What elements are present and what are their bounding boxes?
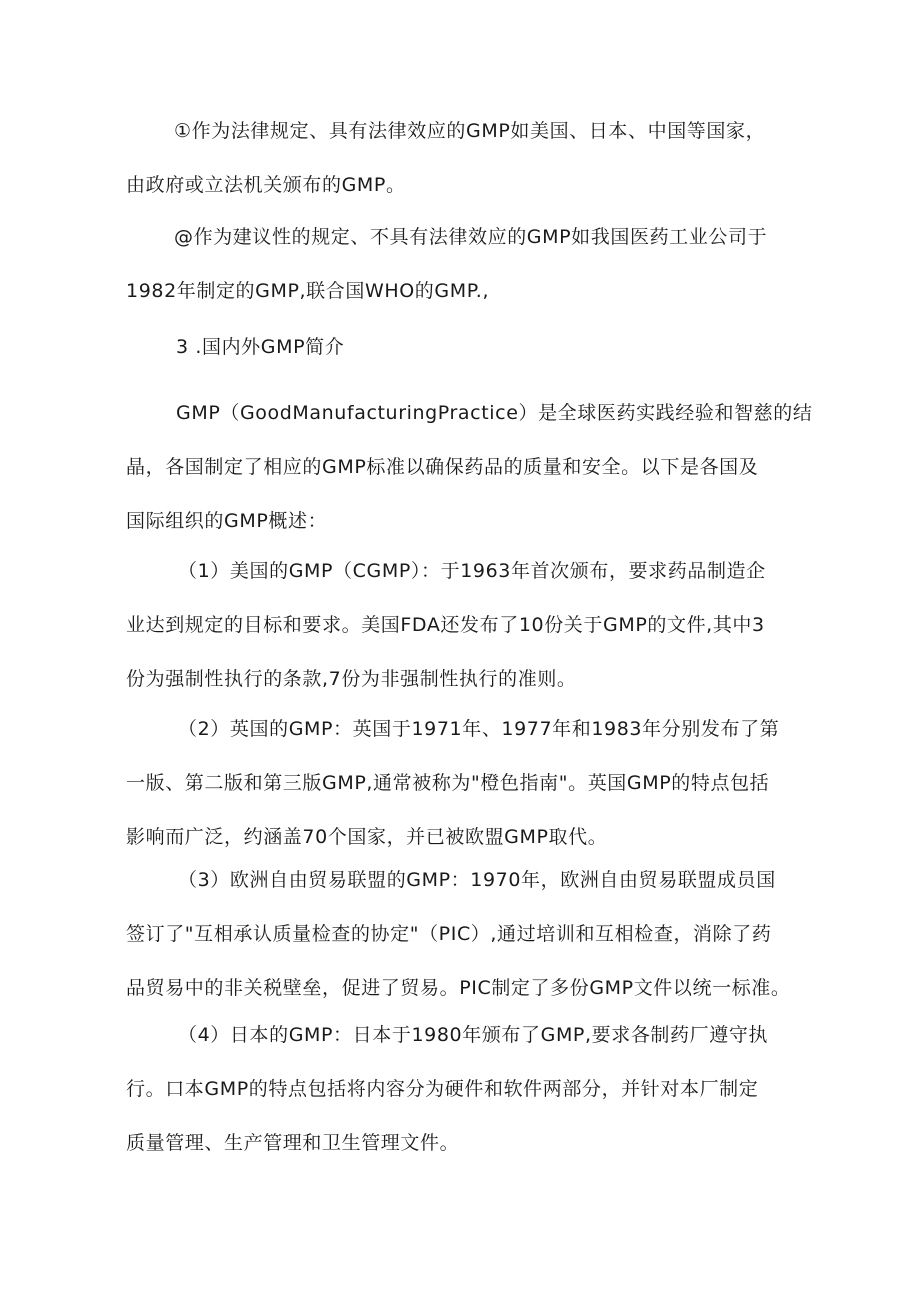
paragraph-efta-gmp (126, 853, 796, 1015)
text-line: GMP（GoodManufacturingPractice）是全球医药实践经验和智慈的结 (176, 402, 813, 424)
text-line: （3）欧洲自由贸易联盟的GMP：1970年，欧洲自由贸易联盟成员国 (178, 869, 776, 891)
text-line: 行。口本GMP的特点包括将内容分为硬件和软件两部分，并针对本厂制定 (126, 1078, 759, 1100)
paragraph-us-gmp (126, 544, 796, 706)
text-line: （2）英国的GMP：英国于1971年、1977年和1983年分别发布了第 (178, 718, 780, 740)
paragraph-gmp-intro (126, 386, 813, 548)
text-line: 由政府或立法机关颁布的GMP。 (126, 174, 406, 196)
section-heading-gmp-overview (126, 320, 796, 374)
text-line: （1）美国的GMP（CGMP）：于1963年首次颁布，要求药品制造企 (178, 560, 766, 582)
text-line: 一版、第二版和第三版GMP,通常被称为"橙色指南"。英国GMP的特点包括 (126, 772, 770, 794)
text-line: （4）日本的GMP：日本于1980年颁布了GMP,要求各制药厂遵守执 (178, 1024, 769, 1046)
text-line: 业达到规定的目标和要求。美国FDA还发布了10份关于GMP的文件,其中3 (126, 614, 765, 636)
paragraph-japan-gmp (126, 1008, 796, 1170)
text-line: 国际组织的GMP概述： (126, 510, 328, 532)
text-line: 影响而广泛，约涵盖70个国家，并已被欧盟GMP取代。 (126, 826, 608, 848)
section-heading-text: 3 .国内外GMP简介 (176, 336, 345, 358)
text-line: 1982年制定的GMP,联合国WHO的GMP., (126, 280, 490, 302)
text-line: 晶，各国制定了相应的GMP标准以确保药品的质量和安全。以下是各国及 (126, 456, 759, 478)
paragraph-uk-gmp (126, 702, 796, 864)
text-line: 质量管理、生产管理和卫生管理文件。 (126, 1132, 460, 1154)
paragraph-advisory-gmp (126, 210, 796, 318)
paragraph-legal-gmp (126, 104, 796, 212)
text-line: ①作为法律规定、具有法律效应的GMP如美国、日本、中国等国家， (174, 120, 766, 142)
text-line: 签订了"互相承认质量检查的协定"（PIC）,通过培训和互相检查，消除了药 (126, 923, 772, 945)
text-line: 份为强制性执行的条款,7份为非强制性执行的准则。 (126, 668, 577, 690)
text-line: 品贸易中的非关税壁垒，促进了贸易。PIC制定了多份GMP文件以统一标准。 (126, 977, 791, 999)
text-line: @作为建议性的规定、不具有法律效应的GMP如我国医药工业公司于 (174, 226, 768, 248)
